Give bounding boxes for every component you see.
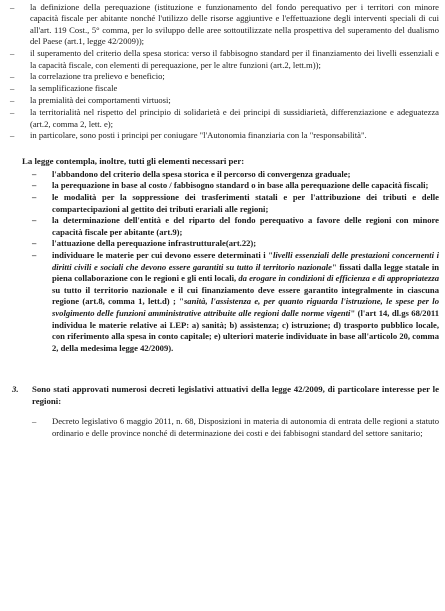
list-item: – la semplificazione fiscale: [8, 83, 439, 94]
text-run: " (l'art 14, dl.gs 68/2011 individua le materie relative ai LEP: a) sanità; b) assistenza; c) istruzione; d) trasporto pubblico locale, con riferimento alla spesa in conto capitale; e) ulteriori materie individuate in base all'articolo 20, comma 2, della medesima legge 42/2009).: [52, 308, 439, 353]
paragraph-number: 3.: [12, 384, 19, 395]
list-item-lep: [24, 250, 439, 354]
text-run: su tutto il territorio nazionale e il cui finanziamento deve essere garantito integralmente in ciascuna regione (art.8, comma 1, lett.d) ; ": [52, 284, 439, 307]
list-item: – la correlazione tra prelievo e beneficio;: [8, 71, 439, 82]
list-item: – le modalità per la soppressione dei trasferimenti statali e per l'attribuzione dei tributi e delle compartecipazioni al gettito dei tributi erariali alle regioni;: [24, 192, 439, 215]
list-item: – la premialità dei comportamenti virtuosi;: [8, 95, 439, 106]
text-run: individuare le materie per cui devono essere determinati i ": [52, 250, 274, 261]
text-run-italic: livelli essenziali delle prestazioni concernenti i diritti civili e sociali che devono essere garantiti su tutto il territorio nazionale: [52, 250, 439, 272]
list-item: – Decreto legislativo 6 maggio 2011, n. 68, Disposizioni in materia di autonomia di entrata delle regioni a statuto ordinario e delle province nonché di determinazione dei costi e dei fabbisogni standard del settore sanitario;: [24, 416, 439, 439]
list-item: – in particolare, sono posti i principi per coniugare "l'Autonomia finanziaria con la "responsabilità".: [8, 130, 439, 141]
paragraph-text: Sono stati approvati numerosi decreti legislativi attuativi della legge 42/2009, di particolare interesse per le regioni:: [32, 384, 439, 407]
list-item: – il superamento del criterio della spesa storica: verso il fabbisogno standard per il finanziamento dei livelli essenziali e la capacità fiscale, con elementi di perequazione, per le altre funzioni (art.2, lett.m));: [8, 48, 439, 71]
list-item: – la definizione della perequazione (istituzione e funzionamento del fondo perequativo per i territori con minore capacità fiscale per abitante nonché l'utilizzo delle risorse aggiuntive e l'effettuazione degli interventi speciali di cui all'art. 119 Cost., 5° comma, per lo sviluppo delle aree sottoutilizzate nella prospettiva del superamento del dualismo del Paese (art.1, legge 42/2009));: [8, 2, 439, 48]
numbered-paragraph: [8, 383, 439, 407]
list-item: – l'abbandono del criterio della spesa storica e il percorso di convergenza graduale;: [24, 169, 439, 181]
elements-list: [8, 169, 439, 355]
decrees-list: [24, 416, 439, 439]
text-run-italic: da erogare in condizioni di efficienza e di appropriatezza: [238, 273, 439, 284]
list-item: – l'attuazione della perequazione infrastrutturale(art.22);: [24, 238, 439, 250]
list-item: – la perequazione in base al costo / fabbisogno standard o in base alla perequazione delle capacità fiscali;: [24, 180, 439, 192]
text-run-italic: sanità, l'assistenza e, per quanto riguarda l'istruzione, le spese per lo svolgimento delle funzioni amministrative attribuite alle regioni dalle norme vigenti: [52, 296, 439, 318]
list-item: – la territorialità nel rispetto del principio di solidarietà e dei principi di sussidiarietà, differenziazione e adeguatezza (art.2, comma 2, lett. e);: [8, 107, 439, 130]
intro-paragraph: La legge contempla, inoltre, tutti gli elementi necessari per:: [22, 155, 245, 166]
text-run: " fissati dalla legge statale in piena collaborazione con le regioni e gli enti locali,: [52, 261, 439, 284]
list-item: – la determinazione dell'entità e del riparto del fondo perequativo a favore delle regioni con minore capacità fiscale per abitante (art.9);: [24, 215, 439, 238]
principles-list: [8, 2, 439, 142]
